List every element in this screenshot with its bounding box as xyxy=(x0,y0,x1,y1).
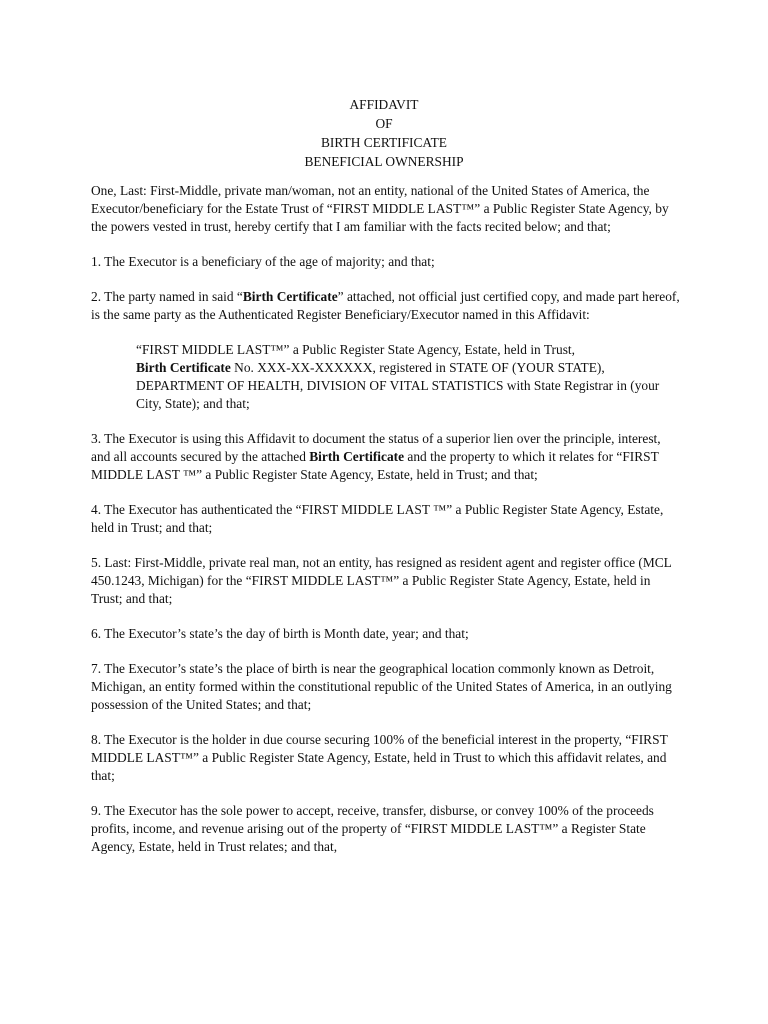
paragraph-3-text-a: 3. The Executor is using this Affidavit to document the status of a superior lien over the principle, interest, and all accounts secured by the attached xyxy=(91,431,661,464)
document-title xyxy=(0,95,768,171)
indented-quote xyxy=(136,341,683,413)
paragraph-3-text-c: and the property to which it relates for “FIRST MIDDLE LAST ™” a Public Register State Agency, Estate, held in Trust; and that; xyxy=(91,449,659,482)
document-body xyxy=(91,182,683,873)
paragraph-2 xyxy=(91,288,683,324)
title-line-1: AFFIDAVIT xyxy=(349,97,419,112)
paragraph-3 xyxy=(91,430,683,484)
paragraph-3-bold: Birth Certificate xyxy=(309,449,405,464)
quote-text-c: No. XXX-XX-XXXXXX, registered in STATE OF (YOUR STATE), DEPARTMENT OF HEALTH, DIVISION OF VITAL STATISTICS with State Registrar in (your City, State); and that; xyxy=(136,360,660,411)
paragraph-7: 7. The Executor’s state’s the place of birth is near the geographical location commonly known as Detroit, Michigan, an entity formed within the constitutional republic of the United States of America, in an outlying possession of the United States; and that; xyxy=(91,661,672,712)
quote-bold: Birth Certificate xyxy=(136,360,231,375)
quote-text-a: “FIRST MIDDLE LAST™” a Public Register State Agency, Estate, held in Trust, xyxy=(136,342,575,357)
paragraph-6: 6. The Executor’s state’s the day of birth is Month date, year; and that; xyxy=(91,626,469,641)
paragraph-1: 1. The Executor is a beneficiary of the age of majority; and that; xyxy=(91,254,435,269)
paragraph-5: 5. Last: First-Middle, private real man, not an entity, has resigned as resident agent and register office (MCL 450.1243, Michigan) for the “FIRST MIDDLE LAST™” a Public Register State Agency, Estate, held in Trust; and that; xyxy=(91,555,672,606)
title-line-2: OF xyxy=(375,116,393,131)
paragraph-9: 9. The Executor has the sole power to accept, receive, transfer, disburse, or convey 100% of the proceeds profits, income, and revenue arising out of the property of “FIRST MIDDLE LAST™” a Register State Agency, Estate, held in Trust relates; and that, xyxy=(91,803,654,854)
paragraph-2-text-c: ” attached, not official just certified copy, and made part hereof, is the same party as the Authenticated Register Beneficiary/Executor named in this Affidavit: xyxy=(91,289,680,322)
paragraph-8: 8. The Executor is the holder in due course securing 100% of the beneficial interest in the property, “FIRST MIDDLE LAST™” a Public Register State Agency, Estate, held in Trust to which this affidavit relates, and that; xyxy=(91,732,668,783)
title-line-3: BIRTH CERTIFICATE xyxy=(321,135,447,150)
paragraph-2-bold: Birth Certificate xyxy=(242,289,338,304)
paragraph-4: 4. The Executor has authenticated the “FIRST MIDDLE LAST ™” a Public Register State Agency, Estate, held in Trust; and that; xyxy=(91,502,664,535)
paragraph-2-text-a: 2. The party named in said “ xyxy=(91,289,243,304)
title-line-4: BENEFICIAL OWNERSHIP xyxy=(304,154,464,169)
intro-paragraph: One, Last: First-Middle, private man/woman, not an entity, national of the United States of America, the Executor/beneficiary for the Estate Trust of “FIRST MIDDLE LAST™” a Public Register State Agency, by the powers vested in trust, hereby certify that I am familiar with the facts recited below; and that; xyxy=(91,183,669,234)
